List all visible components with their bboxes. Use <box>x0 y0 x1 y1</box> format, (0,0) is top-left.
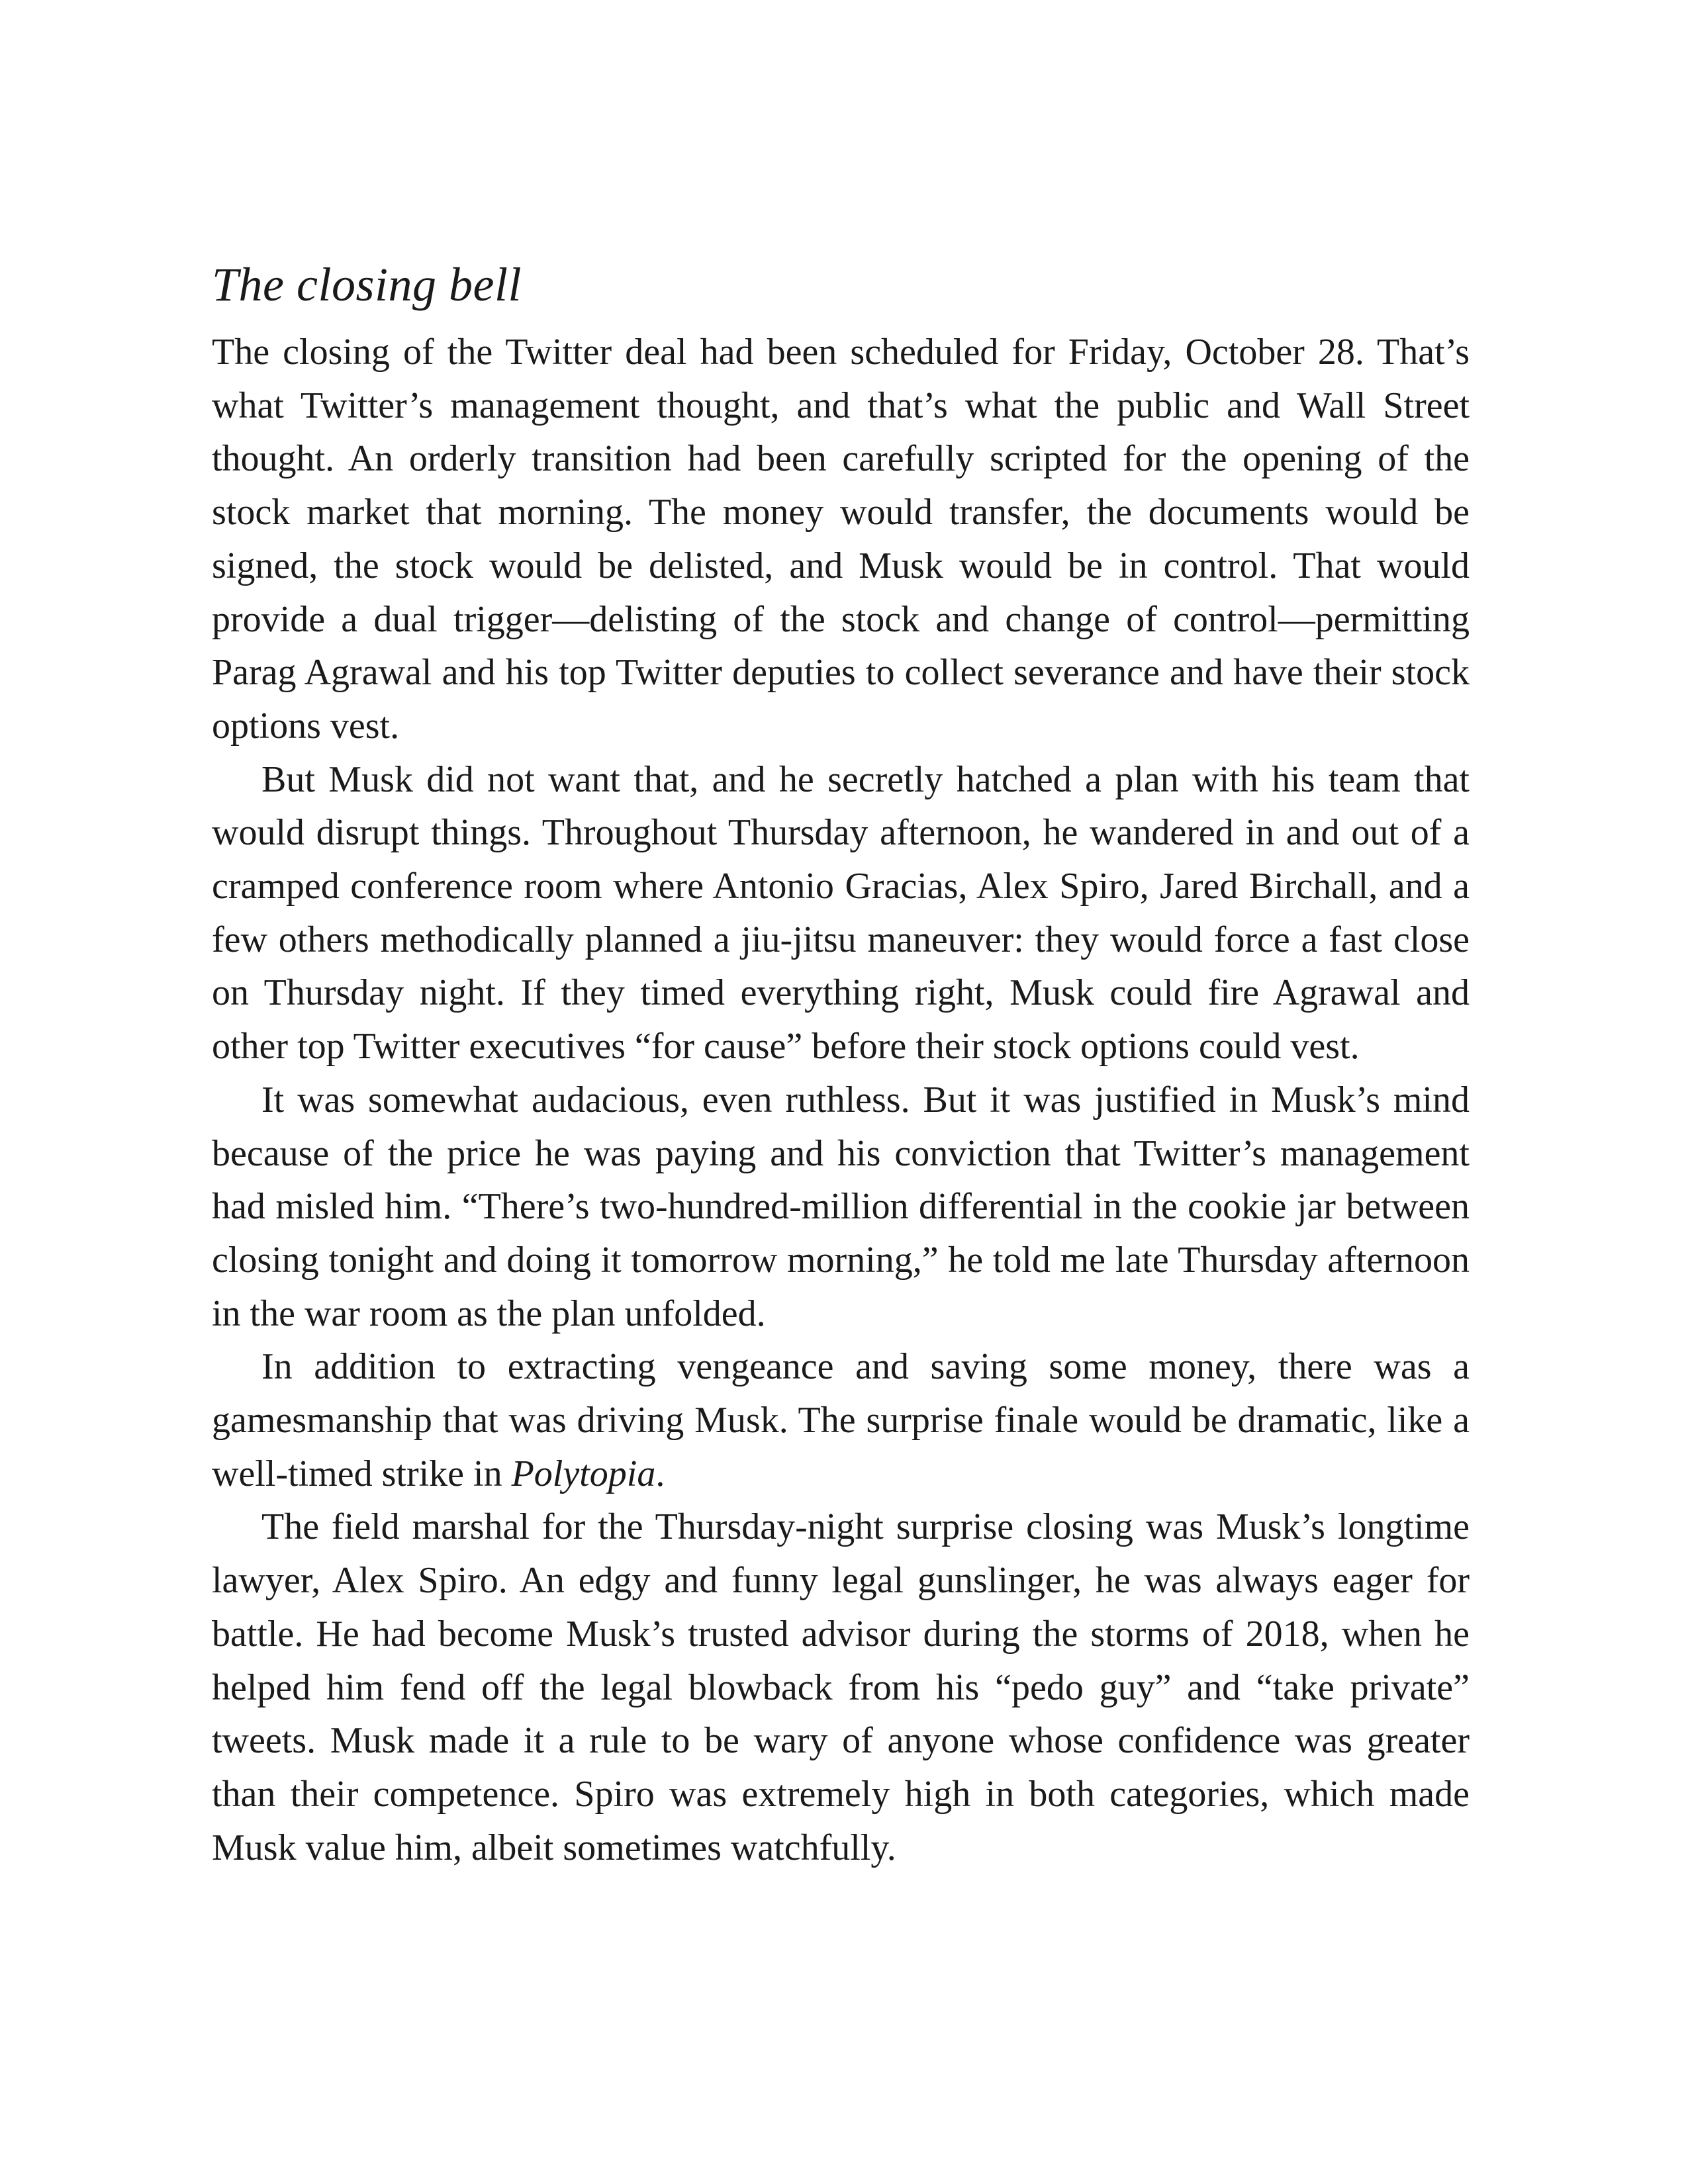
body-text <box>212 326 1470 1874</box>
paragraph-4 <box>212 1340 1470 1500</box>
paragraph-5: The field marshal for the Thursday-night surprise closing was Musk’s longtime lawyer, Alex Spiro. An edgy and funny legal gunslinger, he was always eager for battle. He had become Musk’s trusted advisor during the storms of 2018, when he helped him fend off the legal blowback from his “pedo guy” and “take private” tweets. Musk made it a rule to be wary of anyone whose confidence was greater than their competence. Spiro was extremely high in both categories, which made Musk value him, albeit sometimes watchfully. <box>212 1506 1470 1868</box>
paragraph-1: The closing of the Twitter deal had been scheduled for Friday, October 28. That’s what Twitter’s management thought, and that’s what the public and Wall Street thought. An orderly transition had been carefully scripted for the opening of the stock market that morning. The money would transfer, the documents would be signed, the stock would be delisted, and Musk would be in control. That would provide a dual trigger—delisting of the stock and change of control—permitting Parag Agrawal and his top Twitter deputies to collect severance and have their stock options vest. <box>212 332 1470 747</box>
paragraph-4-text: In addition to extracting vengeance and saving some money, there was a gamesmanship that was driving Musk. The surprise finale would be dramatic, like a well-timed strike in <box>212 1346 1470 1494</box>
paragraph-3: It was somewhat audacious, even ruthless. But it was justified in Musk’s mind because of the price he was paying and his conviction that Twitter’s management had misled him. “There’s two-hundred-million differential in the cookie jar between closing tonight and doing it tomorrow morning,” he told me late Thursday afternoon in the war room as the plan unfolded. <box>212 1079 1470 1334</box>
paragraph-2: But Musk did not want that, and he secretly hatched a plan with his team that would disrupt things. Throughout Thursday afternoon, he wandered in and out of a cramped conference room where Antonio Gracias, Alex Spiro, Jared Birchall, and a few others methodically planned a jiu-jitsu maneuver: they would force a fast close on Thursday night. If they timed everything right, Musk could fire Agrawal and other top Twitter executives “for cause” before their stock options could vest. <box>212 758 1470 1068</box>
section-title: The closing bell <box>212 258 522 311</box>
game-title-polytopia: Polytopia <box>511 1453 656 1494</box>
paragraph-4-end: . <box>655 1453 665 1494</box>
book-page <box>212 251 1470 1874</box>
